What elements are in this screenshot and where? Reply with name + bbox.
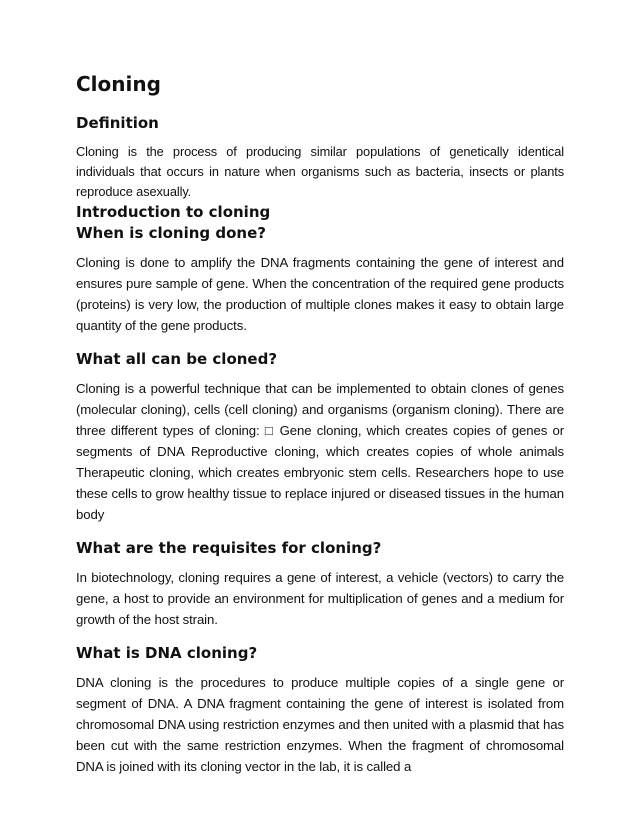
definition-heading: Definition (76, 114, 159, 132)
when-heading: When is cloning done? (76, 224, 266, 242)
page-title: Cloning (76, 72, 161, 96)
intro-heading: Introduction to cloning (76, 203, 271, 221)
dna-cloning-heading: What is DNA cloning? (76, 644, 258, 662)
when-paragraph: Cloning is done to amplify the DNA fragments containing the gene of interest and ensures pure sample of gene. When the concentration of the required gene products (proteins) is very low, the production of multiple clones makes it easy to obtain large quantity of the gene products. (76, 255, 564, 333)
what-all-heading: What all can be cloned? (76, 350, 278, 368)
requisites-heading: What are the requisites for cloning? (76, 539, 382, 557)
dna-cloning-paragraph: DNA cloning is the procedures to produce multiple copies of a single gene or segment of DNA. A DNA fragment containing the gene of interest is isolated from chromosomal DNA using restriction enzymes and then united with a plasmid that has been cut with the same restriction enzymes. When the fragment of chromosomal DNA is joined with its cloning vector in the lab, it is called a (76, 675, 564, 774)
definition-paragraph: Cloning is the process of producing similar populations of genetically identical individuals that occurs in nature when organisms such as bacteria, insects or plants reproduce asexually. (76, 144, 564, 199)
document-page (76, 70, 564, 777)
what-all-paragraph: Cloning is a powerful technique that can be implemented to obtain clones of genes (molecular cloning), cells (cell cloning) and organisms (organism cloning). There are three different types of cloning: □ Gene cloning, which creates copies of genes or segments of DNA Reproductive cloning, which creates copies of whole animals Therapeutic cloning, which creates embryonic stem cells. Researchers hope to use these cells to grow healthy tissue to replace injured or diseased tissues in the human body (76, 381, 564, 522)
requisites-paragraph: In biotechnology, cloning requires a gene of interest, a vehicle (vectors) to carry the gene, a host to provide an environment for multiplication of genes and a medium for growth of the host strain. (76, 570, 564, 627)
